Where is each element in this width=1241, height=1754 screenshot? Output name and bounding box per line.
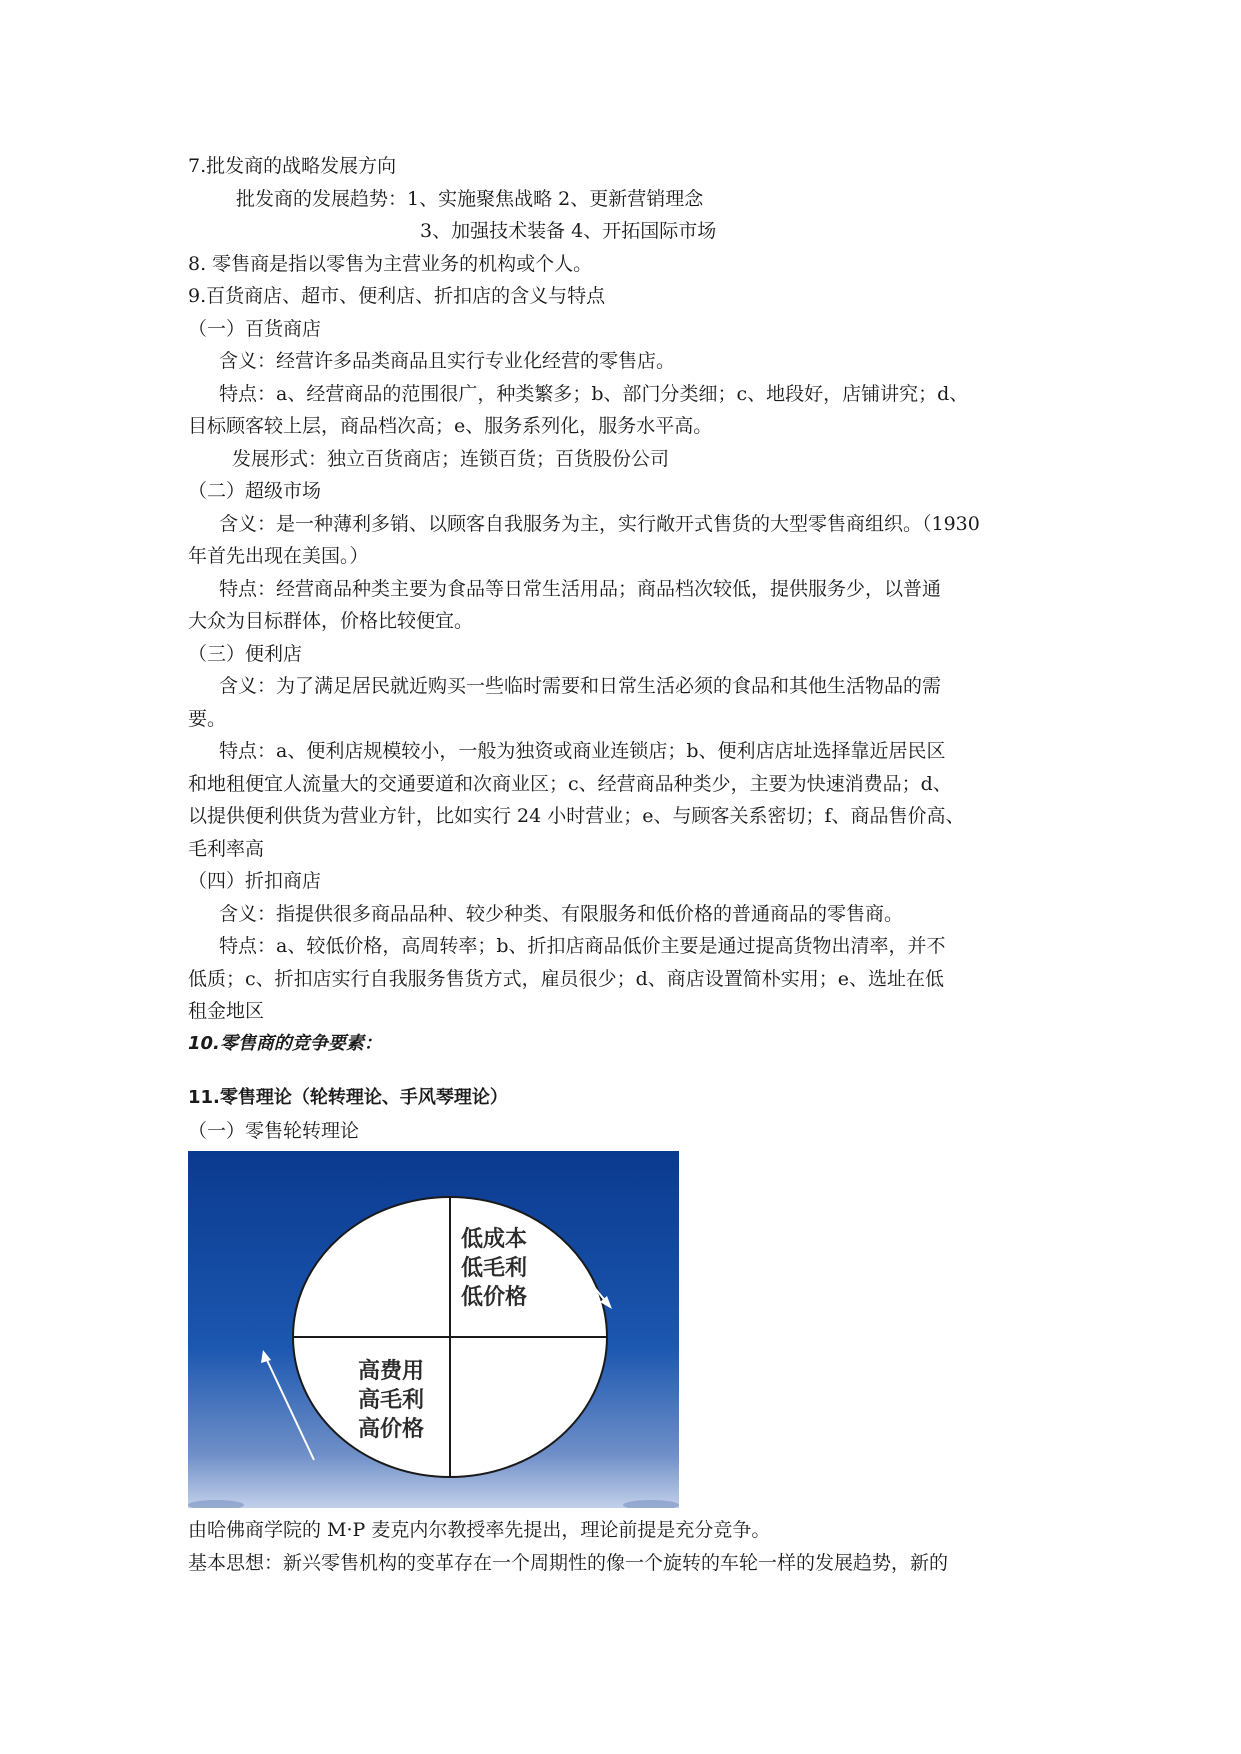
- text-line: （二）超级市场: [188, 480, 322, 502]
- text-line: 3、加强技术装备 4、开拓国际市场: [420, 220, 717, 242]
- text-line: 10.零售商的竞争要素：: [188, 1032, 382, 1054]
- text-line: 年首先出现在美国。）: [188, 545, 369, 567]
- text-line: 发展形式：独立百货商店；连锁百货；百货股份公司: [232, 447, 670, 470]
- text-line: 含义：指提供很多商品品种、较少种类、有限服务和低价格的普通商品的零售商。: [219, 902, 904, 925]
- document-page: [188, 150, 1068, 1579]
- label-low-margin: 低毛利: [461, 1256, 528, 1281]
- label-high-expense: 高费用: [358, 1359, 425, 1384]
- quadrant-low-cost-label: [461, 1225, 527, 1312]
- text-line: 租金地区: [188, 1000, 265, 1022]
- text-line: 特点：a、便利店规模较小，一般为独资或商业连锁店；b、便利店店址选择靠近居民区: [219, 740, 946, 762]
- text-line: 含义：为了满足居民就近购买一些临时需要和日常生活必须的食品和其他生活物品的需: [219, 675, 942, 697]
- after-figure-line-2: 基本思想：新兴零售机构的变革存在一个周期性的像一个旋转的车轮一样的发展趋势，新的: [188, 1551, 949, 1574]
- text-line: （三）便利店: [188, 642, 303, 665]
- text-line: 以提供便利供货为营业方针，比如实行 24 小时营业；e、与顾客关系密切；f、商品售价高、: [188, 805, 965, 827]
- text-line: 要。: [188, 707, 227, 730]
- text-line: 7.批发商的战略发展方向: [188, 155, 397, 177]
- text-block: [188, 150, 1068, 1060]
- quadrant-high-cost-label: [358, 1357, 424, 1444]
- text-line: 特点：a、较低价格，高周转率；b、折扣店商品低价主要是通过提高货物出清率，并不: [219, 935, 946, 957]
- section-11-subtitle: （一）零售轮转理论: [188, 1119, 360, 1142]
- text-line: 8. 零售商是指以零售为主营业务的机构或个人。: [188, 252, 593, 275]
- label-low-price: 低价格: [461, 1285, 528, 1310]
- blank-line: [188, 1060, 1068, 1082]
- label-high-price: 高价格: [358, 1417, 425, 1442]
- text-line: 和地租便宜人流量大的交通要道和次商业区；c、经营商品种类少，主要为快速消费品；d、: [188, 772, 952, 795]
- label-low-cost: 低成本: [461, 1227, 528, 1252]
- after-figure-line-1: 由哈佛商学院的 M·P 麦克内尔教授率先提出，理论前提是充分竞争。: [188, 1519, 771, 1541]
- text-line: 含义：经营许多品类商品且实行专业化经营的零售店。: [219, 350, 676, 372]
- label-high-margin: 高毛利: [358, 1388, 425, 1413]
- wheel-of-retailing-figure: [188, 1151, 679, 1508]
- text-line: （一）百货商店: [188, 317, 322, 340]
- text-line: （四）折扣商店: [188, 870, 322, 892]
- text-line: 低质；c、折扣店实行自我服务售货方式，雇员很少；d、商店设置简朴实用；e、选址在低: [188, 967, 945, 990]
- section-11-title: 11.零售理论（轮转理论、手风琴理论）: [188, 1087, 508, 1108]
- text-line: 特点：a、经营商品的范围很广，种类繁多；b、部门分类细；c、地段好，店铺讲究；d、: [219, 382, 969, 405]
- text-line: 特点：经营商品种类主要为食品等日常生活用品；商品档次较低，提供服务少，以普通: [219, 577, 942, 600]
- text-line: 目标顾客较上层，商品档次高；e、服务系列化，服务水平高。: [188, 415, 713, 437]
- text-line: 含义：是一种薄利多销、以顾客自我服务为主，实行敞开式售货的大型零售商组织。（1930: [219, 512, 980, 535]
- wheel-diagram: [188, 1151, 679, 1508]
- text-line: 9.百货商店、超市、便利店、折扣店的含义与特点: [188, 285, 606, 307]
- text-line: 批发商的发展趋势：1、实施聚焦战略 2、更新营销理念: [236, 187, 704, 210]
- text-line: 毛利率高: [188, 837, 265, 860]
- text-line: 大众为目标群体，价格比较便宜。: [188, 610, 474, 632]
